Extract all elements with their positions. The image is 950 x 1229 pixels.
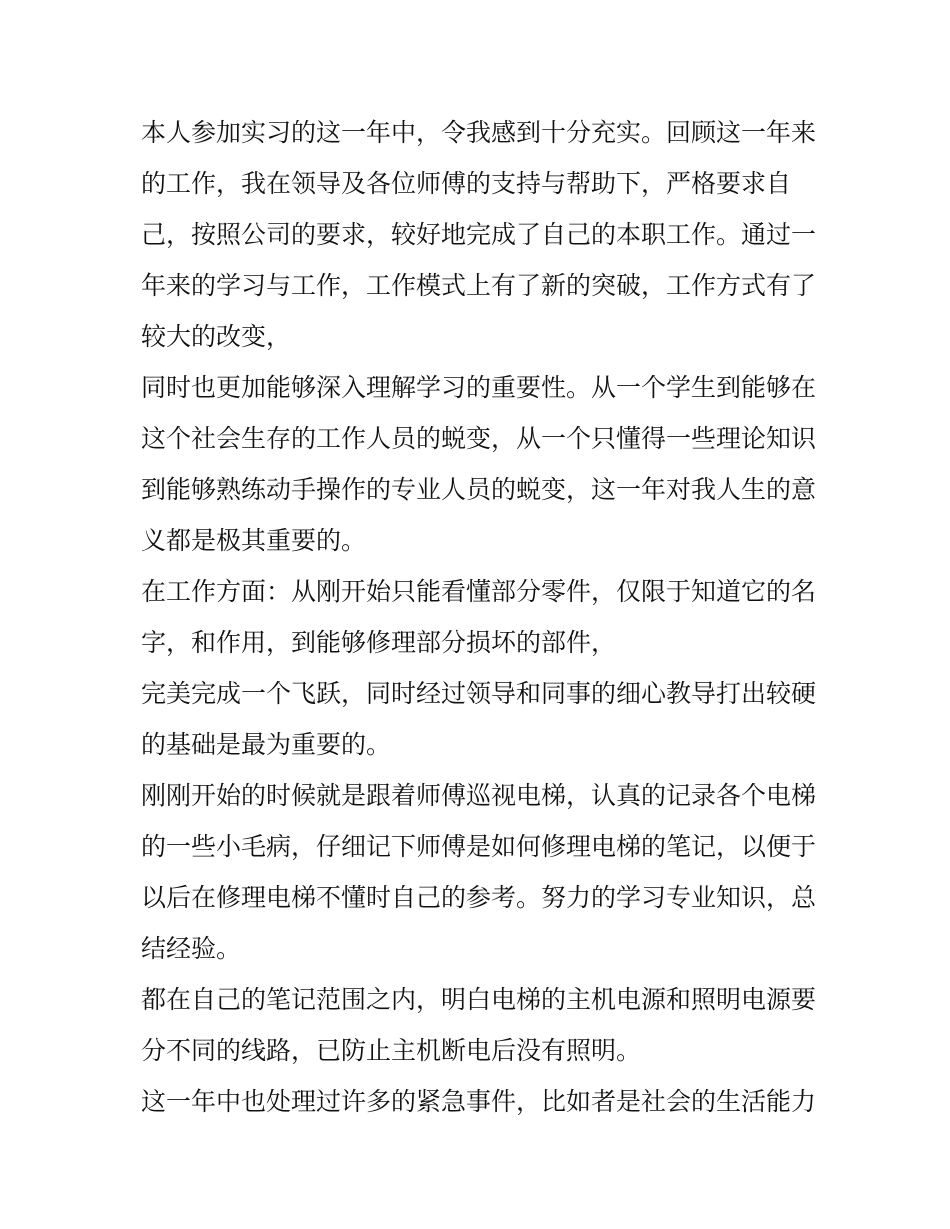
document-body [141, 107, 816, 1127]
text-line: 都在自己的笔记范围之内，明白电梯的主机电源和照明电源要 [141, 985, 817, 1014]
paragraph-6 [141, 974, 816, 1076]
text-line: 较大的改变， [141, 322, 292, 351]
text-line: 年来的学习与工作，工作模式上有了新的突破，工作方式有了 [141, 271, 817, 300]
text-line: 以后在修理电梯不懂时自己的参考。努力的学习专业知识，总 [141, 883, 817, 912]
text-line: 同时也更加能够深入理解学习的重要性。从一个学生到能够在 [141, 373, 817, 402]
text-line: 己，按照公司的要求，较好地完成了自己的本职工作。通过一 [141, 220, 817, 249]
text-line: 的基础是最为重要的。 [141, 730, 392, 759]
text-line: 本人参加实习的这一年中，令我感到十分充实。回顾这一年来 [141, 118, 817, 147]
text-line: 这个社会生存的工作人员的蜕变，从一个只懂得一些理论知识 [141, 424, 817, 453]
text-line: 在工作方面：从刚开始只能看懂部分零件，仅限于知道它的名 [141, 577, 817, 606]
text-line: 结经验。 [141, 934, 242, 963]
text-line: 这一年中也处理过许多的紧急事件，比如者是社会的生活能力 [141, 1087, 817, 1116]
text-line: 分不同的线路，已防止主机断电后没有照明。 [141, 1036, 642, 1065]
text-line: 字，和作用，到能够修理部分损坏的部件， [141, 628, 617, 657]
text-line: 刚刚开始的时候就是跟着师傅巡视电梯，认真的记录各个电梯 [141, 781, 817, 810]
text-line: 完美完成一个飞跃，同时经过领导和同事的细心教导打出较硬 [141, 679, 817, 708]
text-line: 的一些小毛病，仔细记下师傅是如何修理电梯的笔记，以便于 [141, 832, 817, 861]
text-line: 义都是极其重要的。 [141, 526, 367, 555]
paragraph-5 [141, 770, 816, 974]
paragraph-7 [141, 1076, 816, 1127]
paragraph-2 [141, 362, 816, 566]
paragraph-3 [141, 566, 816, 668]
text-line: 到能够熟练动手操作的专业人员的蜕变，这一年对我人生的意 [141, 475, 817, 504]
text-line: 的工作，我在领导及各位师傅的支持与帮助下，严格要求自 [141, 169, 792, 198]
paragraph-1 [141, 107, 816, 362]
paragraph-4 [141, 668, 816, 770]
